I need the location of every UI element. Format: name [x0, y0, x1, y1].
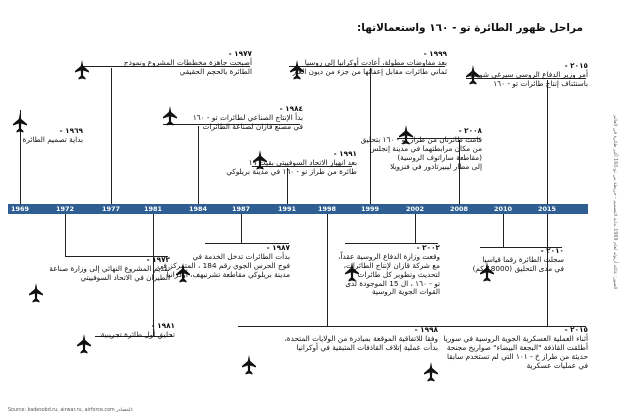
- event-text: تحليق أول طائرة تجريبية: [100, 329, 175, 339]
- axis-year-label: 1981: [143, 205, 163, 213]
- event-text: بعد انهيار الاتحاد السوفييتي بقيت ١٩ طائرة من طراز تو - ١٦٠ في مدينة بريلوكي: [226, 157, 357, 176]
- jet-icon: [29, 283, 43, 303]
- timeline-event: [0, 127, 83, 145]
- timeline-event: [257, 50, 447, 77]
- timeline-event: [438, 62, 588, 89]
- jet-icon: [242, 355, 256, 375]
- event-text: تقديم المشروع النهائي إلى وزارة صناعة الطيران في الاتحاد السوفييتي: [49, 263, 170, 282]
- event-text: بدأت الطائرات تدخل الخدمة في فوج الحرس الجوي رقم 184 ، المتمركز في مدينة بريلوكي مقاطعة تشرنيهف، أوكرانيا: [157, 251, 290, 279]
- timeline-event: [322, 127, 482, 171]
- event-year: ١٩٨٤ -: [279, 104, 303, 113]
- connector-line: [111, 68, 112, 204]
- event-text: أثناء العملية العسكرية الجوية الروسية في سوريا أطلقت القاذفة "البجعة البيضاء" صواريخ مجنحة حديثة من طراز خ - ١٠١ التي لم تستخدم سابقا في عمليات عسكرية: [443, 333, 588, 370]
- event-text: بداية تصميم الطائرة: [22, 134, 83, 144]
- axis-year-label: 2010: [493, 205, 513, 213]
- event-year: ٢٠١٠ -: [540, 246, 564, 255]
- event-text: وفقا للاتفاقية الموقعة بمبادرة من الولايات المتحدة، بدأت عملية إتلاف القاذفات المتبقية في أوكرانيا: [284, 333, 438, 352]
- timeline-event: [153, 105, 303, 132]
- event-year: ١٩٧٧ -: [228, 49, 252, 58]
- event-text: بعد مفاوضات مطولة، أعادت أوكرانيا إلى روسيا ثماني طائرات مقابل إعفائها من جزء من ديون الغاز: [292, 57, 447, 76]
- event-text: أصبحت جاهزة مخططات المشروع ونموذج الطائرة بالحجم الحقيقي: [123, 57, 252, 76]
- event-text: سجلت الطائرة رقما قياسيا في مدى التحليق (18000 كم): [472, 254, 564, 273]
- event-year: ٢٠٠٢ -: [416, 243, 440, 252]
- axis-year-label: 2008: [449, 205, 469, 213]
- axis-year-label: 1991: [277, 205, 297, 213]
- timeline-event: [300, 244, 440, 297]
- timeline-event: [135, 244, 290, 280]
- timeline-event: [444, 247, 564, 274]
- event-year: ١٩٨١ -: [151, 321, 175, 330]
- event-year: ١٩٩٩ -: [423, 49, 447, 58]
- axis-year-label: 1984: [188, 205, 208, 213]
- event-year: ١٩٧٢ -: [146, 255, 170, 264]
- connector-line: [415, 214, 416, 243]
- page-title: مراحل ظهور الطائرة تو - ١٦٠ واستعمالاتها:: [357, 22, 583, 34]
- event-year: ٢٠٠٨ -: [458, 126, 482, 135]
- event-year: ٢٠١٥ -: [564, 61, 588, 70]
- event-text: وقعت وزارة الدفاع الروسية عقداً، مع شركة قازان لإنتاج الطائرات، لتحديث وتطوير كل طائرات تو - ١٦٠ ، ال 15 الموجودة لدى القوات الجوية الروسية: [338, 251, 440, 297]
- event-year: ٢٠١٥ -: [564, 325, 588, 334]
- event-text: بدأ الإنتاج الصناعي لطائرات تو - ١٦٠ في مصنع قازان لصناعة الطائرات: [192, 112, 303, 131]
- axis-year-label: 1998: [317, 205, 337, 213]
- axis-year-label: 2015: [537, 205, 557, 213]
- connector-line: [65, 214, 66, 256]
- event-year: ١٩٦٩ -: [59, 126, 83, 135]
- timeline-event: [62, 50, 252, 77]
- axis-year-label: 1999: [360, 205, 380, 213]
- connector-line: [241, 214, 242, 243]
- event-year: ١٩٨٧ -: [266, 243, 290, 252]
- event-text: قامت طائرتان من طراز تو - ١٦٠ بتحليق من مكان مرابطتهما في مدينة إنجلس (مقاطعة ساراتوف الروسية) إلى مطار ليبيرتادور في فنزويلا: [360, 134, 482, 171]
- source-credit: Source: kadesobd.ru, airwar.ru, airforce.com المصادر:: [8, 408, 134, 413]
- connector-line: [198, 126, 199, 204]
- axis-year-label: 1972: [55, 205, 75, 213]
- side-note: الصور: عائلة أرنولد لعام 1969 بداية التصميم - خريطة من تو-160 أكبر طائرة في العالم: [612, 115, 617, 290]
- event-year: ١٩٩٨ -: [414, 325, 438, 334]
- timeline-event: [398, 326, 588, 370]
- axis-year-label: 1987: [231, 205, 251, 213]
- timeline-event: [65, 322, 175, 340]
- axis-year-label: 1969: [10, 205, 30, 213]
- axis-year-label: 2002: [405, 205, 425, 213]
- axis-year-label: 1977: [101, 205, 121, 213]
- connector-line: [503, 214, 504, 247]
- event-year: ١٩٩١ -: [333, 149, 357, 158]
- connector-line: [547, 80, 548, 204]
- event-text: أمر وزير الدفاع الروسي سيرغي شويغو باستئناف إنتاج طائرات تو - ١٦٠: [469, 69, 588, 88]
